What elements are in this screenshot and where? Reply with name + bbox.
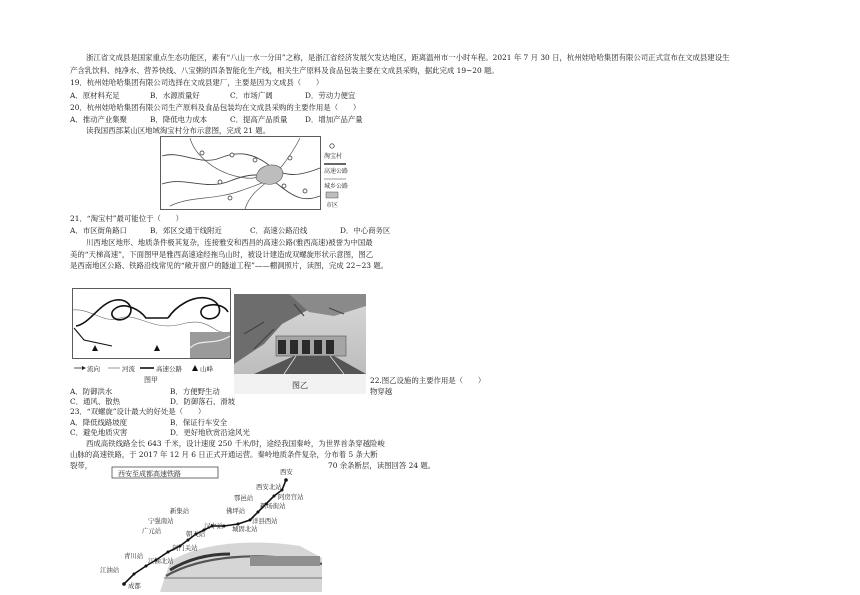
station-afanggong: 阿房宫站 [278,493,304,501]
station-jiangyou: 江油站 [100,566,120,574]
taobao-village-legend-icon [330,144,334,148]
q19-option-c[interactable]: C．市场广阔 [230,91,273,100]
figure-b-tunnel-photo [234,294,366,394]
q19-stem: 19．杭州娃哈哈集团有限公司选择在文成县建厂，主要是因为文成县（ ） [70,78,324,87]
intro-24-line2: 山脉的高速铁路，于 2017 年 12 月 6 日正式开通运营。秦岭地质条件复杂，分布着 5 条大断 [70,450,378,459]
intro-24-line1: 西成高铁线路全长 643 千米，设计速度 250 千米/时，途经我国秦岭，为世界首条穿越险峻 [86,439,385,448]
q22-option-a[interactable]: A．防御洪水 [70,387,113,396]
q20-option-a[interactable]: A．推动产业集聚 [70,115,128,124]
q23-option-b[interactable]: B．保证行车安全 [170,418,228,427]
q22-option-b[interactable]: B．方便野生动 [170,387,220,396]
intro-24-line3a: 裂带， [70,461,93,470]
figure-a-caption: 图甲 [144,376,158,384]
figure-b-caption: 图乙 [292,381,308,390]
station-hanzhong: 汉中站 [204,522,224,530]
intro-22-23-line2: 美的“天梯高速”，下面图甲是雅西高速途经拖乌山时，被设计建造成双螺旋形状示意图，图乙 [70,250,374,259]
q23-option-d[interactable]: D．更好地欣赏沿途风光 [170,428,250,437]
q23-option-c[interactable]: C．避免地质灾害 [70,428,128,437]
q21-stem: 21．“淘宝村”最可能位于（ ） [70,214,184,223]
intro-19-20-line2: 产含乳饮料、纯净水、营养快线、八宝粥的四条智能化生产线，相关生产原料及食品包装主要在文成县采购，据此完成 19~20 题。 [70,66,499,75]
station-foping: 佛坪站 [226,507,246,515]
station-xian-north: 西安北站 [256,483,282,491]
q20-stem: 20．杭州娃哈哈集团有限公司生产原料及食品包装均在文成县采购的主要作用是（ ） [70,103,361,112]
station-chaotian: 朝天站 [186,530,206,538]
q19-option-d[interactable]: D．劳动力便宜 [305,91,356,100]
legend-flow: 流向 [87,365,100,373]
legend-urban-area: 市区 [326,202,339,209]
q21-option-d[interactable]: D．中心商务区 [340,226,391,235]
q22-stem: 22.图乙设施的主要作用是（ ） [370,376,486,385]
q21-option-b[interactable]: B．郊区交通干线附近 [150,226,222,235]
q21-option-a[interactable]: A．市区街角路口 [70,226,128,235]
q20-option-d[interactable]: D．增加产品产量 [305,115,363,124]
q21-option-c[interactable]: C．高速公路沿线 [250,226,308,235]
rail-map-title: 西安至成都高速铁路 [118,470,181,478]
intro-24-line3b: 70 余条断层，读图回答 24 题。 [328,461,436,470]
station-xinji: 新集站 [170,507,190,515]
legend-peak: 山峰 [200,365,213,373]
legend-taobao-village: 淘宝村 [324,153,343,160]
legend-expressway: 高速公路 [324,168,349,175]
station-guangyuan: 广元站 [142,527,162,535]
intro-22-23-line1: 川西地区地形、地质条件极其复杂，连接雅安和西昌的高速公路(雅西高速)被誉为中国最 [86,238,373,247]
q20-option-c[interactable]: C．提高产品质量 [230,115,288,124]
q23-option-a[interactable]: A．降低线路坡度 [70,418,128,427]
q22-option-d[interactable]: D．防御落石、滑坡 [170,397,236,406]
q19-option-b[interactable]: B．水源质量好 [150,91,200,100]
taobao-village-map [160,136,370,210]
legend-highway: 高速公路 [156,365,182,373]
station-huyi: 鄠邑站 [234,494,254,502]
station-yangxian-west: 洋县西站 [252,517,278,525]
station-xian: 西安 [280,468,293,476]
q23-stem: 23．“双螺旋”设计最大的好处是（ ） [70,407,206,416]
legend-rural-road: 城乡公路 [324,183,349,190]
legend-river: 河流 [122,365,135,373]
station-chenggu-north: 城固北站 [232,525,258,533]
station-xinchangjie: 新场街站 [260,502,286,510]
station-chengdu: 成都 [128,582,141,590]
station-jiangyou-north: 江油北站 [148,557,174,565]
q19-option-a[interactable]: A．原材料充足 [70,91,120,100]
q20-option-b[interactable]: B．降低电力成本 [150,115,208,124]
q22-option-c[interactable]: C．通风、散热 [70,397,120,406]
xian-chengdu-railway-map [100,466,322,592]
station-jianmenguan: 剑门关站 [172,544,198,552]
map21-intro: 读我国西部某山区地域淘宝村分布示意图，完成 21 题。 [86,126,271,135]
mountain-peak-icon [192,365,198,371]
intro-19-20-line1: 浙江省文成县是国家重点生态功能区，素有“八山一水一分田”之称，是浙江省经济发展欠发达地区，距离温州市一小时车程。2021 年 7 月 30 日，杭州娃哈哈集团有限公司正式宣布在文成县建设生 [86,53,730,62]
station-qingchuan: 青川站 [124,552,144,560]
figure-a-double-spiral [72,288,232,384]
station-ningqiang-south: 宁强南站 [148,517,174,525]
q22-stem-continued: 物穿越 [370,387,393,396]
intro-22-23-line3: 是西南地区公路、铁路沿线常见的“敞开窗户的隧道工程”——棚洞照片，读图，完成 22~23 题。 [70,261,389,270]
